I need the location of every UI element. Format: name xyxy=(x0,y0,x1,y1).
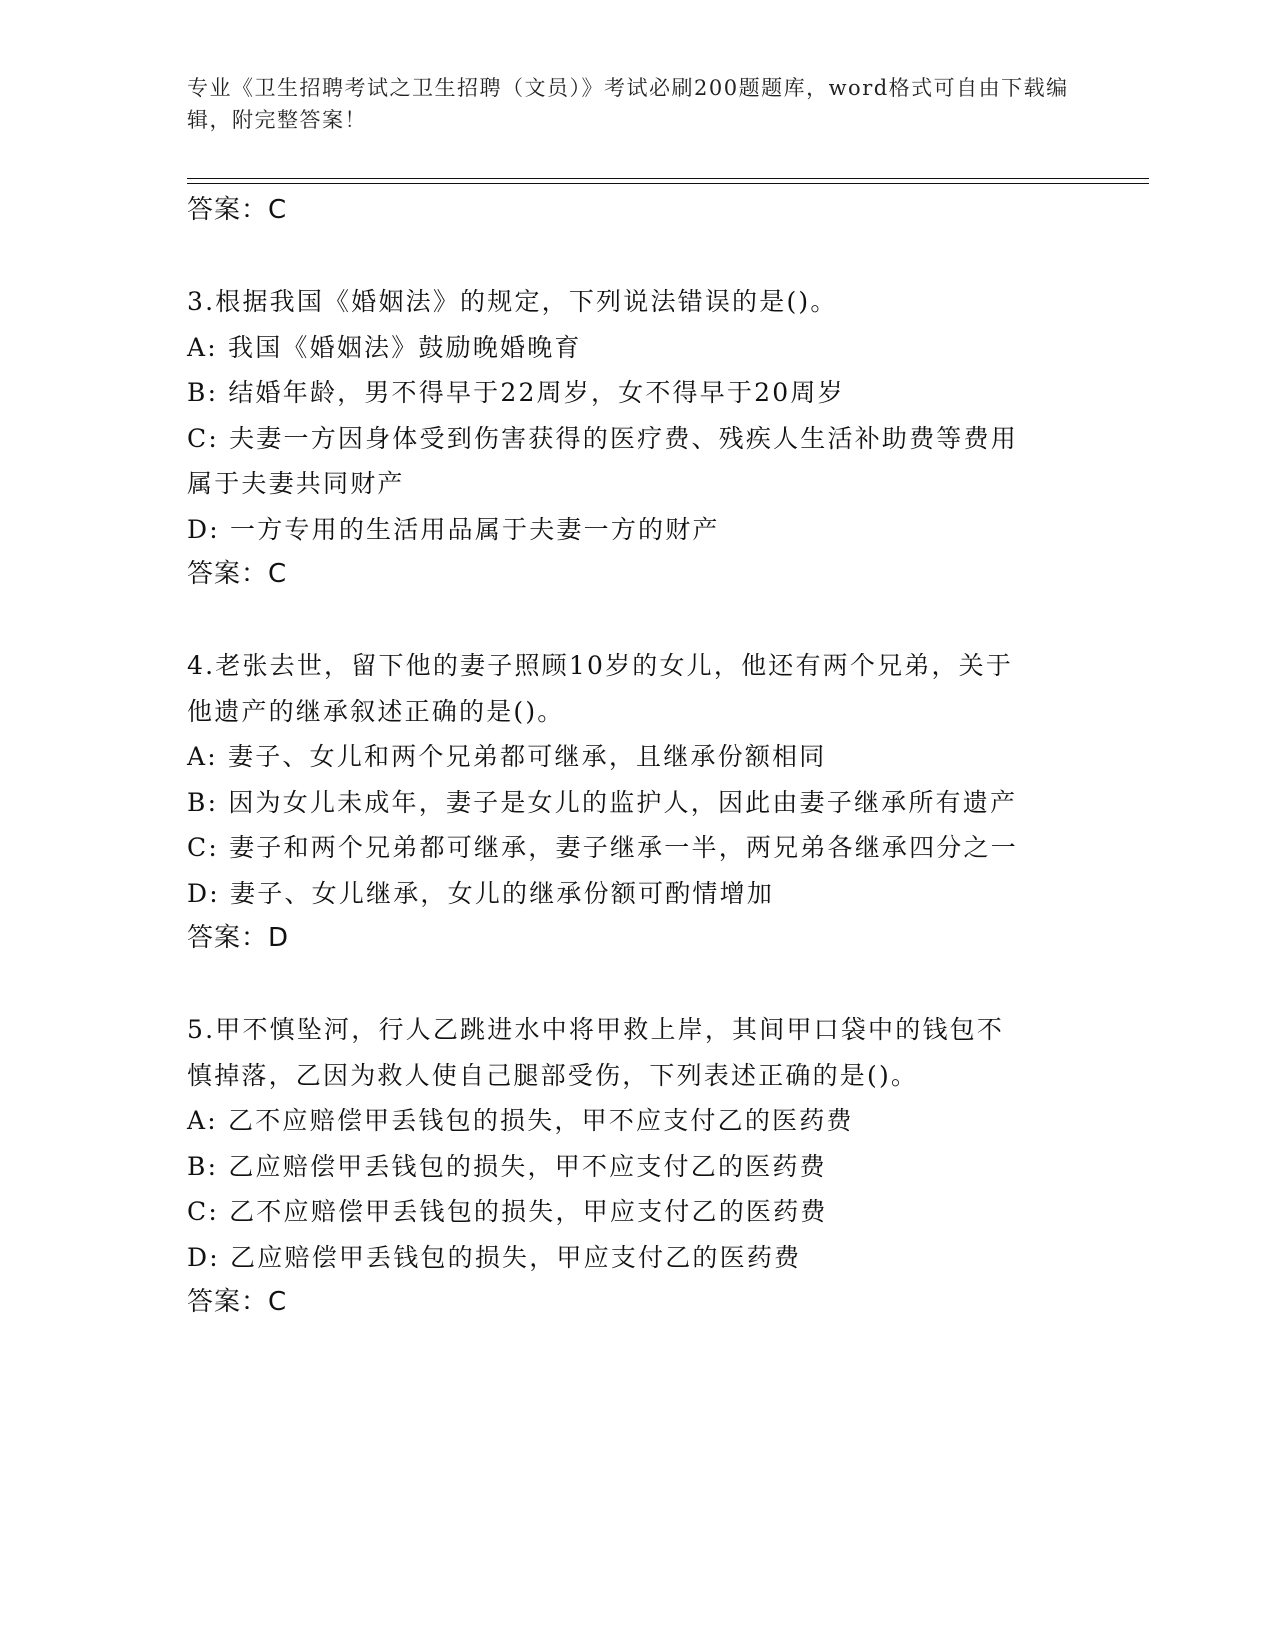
question-option: C: 乙不应赔偿甲丢钱包的损失，甲应支付乙的医药费 xyxy=(187,1197,828,1226)
question-option: B: 结婚年龄，男不得早于22周岁，女不得早于20周岁 xyxy=(187,378,845,407)
spacer xyxy=(187,598,1087,644)
question-stem: 慎掉落，乙因为救人使自己腿部受伤，下列表述正确的是()。 xyxy=(187,1060,919,1090)
answer-line: 答案：C xyxy=(187,195,288,225)
question-option: D: 一方专用的生活用品属于夫妻一方的财产 xyxy=(187,514,720,544)
question-stem: 他遗产的继承叙述正确的是()。 xyxy=(187,696,565,726)
question-block xyxy=(187,1007,1087,1326)
question-option: C: 妻子和两个兄弟都可继承，妻子继承一半，两兄弟各继承四分之一 xyxy=(187,833,1018,862)
document-header: 专业《卫生招聘考试之卫生招聘（文员）》考试必刷200题题库，word格式可自由下载编辑，附完整答案！ xyxy=(187,76,1069,132)
question-option: C: 夫妻一方因身体受到伤害获得的医疗费、残疾人生活补助费等费用 xyxy=(187,423,1018,453)
question-option: A: 我国《婚姻法》鼓励晚婚晚育 xyxy=(187,332,582,362)
question-option: A: 妻子、女儿和两个兄弟都可继承，且继承份额相同 xyxy=(187,742,827,771)
question-stem: 5.甲不慎坠河，行人乙跳进水中将甲救上岸，其间甲口袋中的钱包不 xyxy=(187,1015,1005,1044)
question-option: A: 乙不应赔偿甲丢钱包的损失，甲不应支付乙的医药费 xyxy=(187,1106,854,1135)
question-block xyxy=(187,643,1087,962)
question-block xyxy=(187,279,1087,598)
spacer xyxy=(187,962,1087,1008)
header-divider-top xyxy=(187,178,1149,179)
answer-line: 答案：C xyxy=(187,559,288,589)
question-option: D: 妻子、女儿继承，女儿的继承份额可酌情增加 xyxy=(187,878,775,908)
question-stem: 3.根据我国《婚姻法》的规定，下列说法错误的是()。 xyxy=(187,287,838,316)
spacer xyxy=(187,234,1087,280)
question-option: D: 乙应赔偿甲丢钱包的损失，甲应支付乙的医药费 xyxy=(187,1242,802,1272)
question-option: B: 乙应赔偿甲丢钱包的损失，甲不应支付乙的医药费 xyxy=(187,1151,827,1181)
question-option-continuation: 属于夫妻共同财产 xyxy=(187,469,405,498)
answer-line: 答案：D xyxy=(187,923,290,953)
question-option: B: 因为女儿未成年，妻子是女儿的监护人，因此由妻子继承所有遗产 xyxy=(187,787,1018,817)
question-stem: 4.老张去世，留下他的妻子照顾10岁的女儿，他还有两个兄弟，关于 xyxy=(187,651,1014,680)
header-divider-bottom xyxy=(187,183,1149,184)
answer-line: 答案：C xyxy=(187,1287,288,1317)
document-body xyxy=(187,188,1087,1326)
